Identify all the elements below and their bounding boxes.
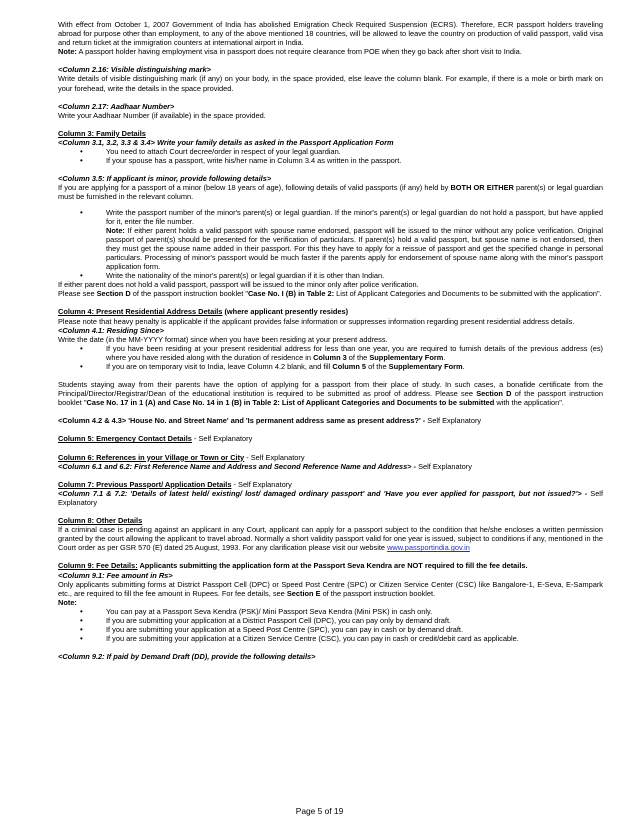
list-item: • You can pay at a Passport Seva Kendra (PSK)/ Mini Passport Seva Kendra (Mini PSK) in cash only. [106,607,603,616]
column-4-header: Column 4: Present Residential Address Details (where applicant presently resides) [58,307,349,317]
column-3-5-text: If you are applying for a passport of a minor (below 18 years of age), following details of valid passports (if any) held by BOTH OR EITHER parent(s) or legal guardian must be furnished in the relevant column. [58,183,603,202]
column-9-2-title: <Column 9.2: If paid by Demand Draft (DD), provide the following details> [58,652,316,662]
column-2-17-text: Write your Aadhaar Number (if available) in the space provided. [58,110,266,120]
column-3-list [58,147,603,165]
column-8-header: Column 8: Other Details [58,516,143,526]
column-3-5-after-2: Please see Section D of the passport instruction booklet "Case No. I (B) in Table 2: List of Applicant Categories and Documents to be submitted with the application". [58,289,602,299]
column-2-16-text: Write details of visible distinguishing mark (if any) on your body, in the space provided, else leave the column blank. For example, if there is a mole or birth mark on your forehead, write the details in the space provided. [58,74,603,93]
column-4-text: Please note that heavy penalty is applicable if the applicant provides false information or suppresses information regarding present residential address details. [58,316,575,326]
column-9-1-text: Only applicants submitting forms at District Passport Cell (DPC) or Speed Post Centre (SPC) or Citizen Service Center (CSC) like Bangalore-1, E-Seva, E-Sampark etc., are required to fill the fee amount in Rupees. For fee details, see Section E of the passport instruction booklet. [58,579,603,598]
list-item: • If your spouse has a passport, write his/her name in Column 3.4 as written in the passport. [106,156,603,165]
column-4-1-text: Write the date (in the MM-YYYY format) since when you have been residing at your present address. [58,334,388,344]
note-label: Note: [58,47,77,57]
column-3-5-list [58,208,603,281]
list-item: • If you are submitting your application at a District Passport Cell (DPC), you can pay only by demand draft. [106,616,603,625]
column-7-sub: <Column 7.1 & 7.2: 'Details of latest held/ existing/ lost/ damaged ordinary passport' and 'Have you ever applied for passport, but not issued?'> - Self Explanatory [58,488,603,507]
page-content [58,20,603,661]
list-item: • Write the nationality of the minor's parent(s) or legal guardian if it is other than Indian. [106,271,603,280]
page-footer: Page 5 of 19 [295,806,344,816]
passportindia-link[interactable]: www.passportindia.gov.in [387,543,470,553]
column-9-header: Column 9: Fee Details: Applicants submitting the application form at the Passport Seva Kendra are NOT required to fill the fee details. [58,561,528,571]
column-7: Column 7: Previous Passport/ Application Details - Self Explanatory [58,479,292,489]
column-4-2-4-3: <Column 4.2 & 4.3> 'House No. and Street Name' and 'Is permanent address same as present address?' - Self Explanatory [58,416,482,426]
column-5: Column 5: Emergency Contact Details - Self Explanatory [58,434,253,444]
column-2-16-title: <Column 2.16: Visible distinguishing mark> [58,65,211,75]
column-6-sub: <Column 6.1 and 6.2: First Reference Name and Address and Second Reference Name and Address> - Self Explanatory [58,461,472,471]
column-3-header: Column 3: Family Details [58,128,146,138]
column-3-5-after-1: If either parent does not hold a valid passport, passport will be issued to the minor only after police verification. [58,280,419,290]
column-4-1-list [58,344,603,371]
column-4-1-title: <Column 4.1: Residing Since> [58,325,164,335]
column-9-1-note: Note: [58,597,77,607]
column-9-1-title: <Column 9.1: Fee amount in Rs> [58,570,173,580]
list-item: • If you are on temporary visit to India, leave Column 4.2 blank, and fill Column 5 of the Supplementary Form. [106,362,603,371]
list-item: • If you have been residing at your present residential address for less than one year, you are required to furnish details of the previous address (es) where you have resided along with the duration of residence in Column 3 of the Supplementary Form. [106,344,603,362]
column-3-subtitle: <Column 3.1, 3.2, 3.3 & 3.4> Write your family details as asked in the Passport Application Form [58,137,394,147]
students-paragraph: Students staying away from their parents have the option of applying for a passport from their place of study. In such cases, a bonafide certificate from the Principal/Director/Registrar/Dean of the educational institution is required to be submitted as proof of address. Please see Section D of the passport instruction booklet "Case No. 17 in 1 (A) and Case No. 14 in 1 (B) in Table 2: List of Applicant Categories and Documents to be submitted with the application". [58,380,603,408]
column-3-5-title: <Column 3.5: If applicant is minor, provide following details> [58,174,272,184]
list-item: • If you are submitting your application at a Citizen Service Centre (CSC), you can pay in cash or credit/debit card as applicable. [106,634,603,643]
column-9-1-list [58,607,603,643]
column-8-text: If a criminal case is pending against an applicant in any Court, applicant can apply for a passport subject to the condition that he/she encloses a written permission granted by the court allowing the applicant to travel abroad. Normally a short validity passport valid for one year is issued, subject to conditions if any, mentioned in the Court order as per GSR 570 (E) dated 25 August, 1993. For any clarification please visit our website www.passportindia.gov.in [58,525,603,553]
list-item: • Write the passport number of the minor's parent(s) or legal guardian. If the minor's parent(s) or legal guardian do not hold a passport, but have applied for it, enter the file number. Note: If either parent holds a valid passport with spouse name endorsed, passport will be issued to the minor without any police verification. Original passport of parent(s) should be presented for the verification of particulars. If parent(s) hold a valid passport, but spouse name is not endorsed, then they must get the spouse name added in their passport. For this they have to apply for a reissue of passport and get the specified change in personal particulars. Processing of minor's passport would be much faster if the parents apply for endorsement of spouse name along with the minor's passport application form. [106,208,603,272]
ecrs-paragraph: With effect from October 1, 2007 Government of India has abolished Emigration Check Required Suspension (ECRS). Therefore, ECR passport holders traveling abroad for purpose other than employment, to any of the above mentioned 18 countries, will be allowed to leave the country on production of valid passport, valid visa and return ticket at the immigration counters at international airport in India. Note: A passport holder having employment visa in passport does not require clearance from POE when they go back after short visit to India. [58,20,603,57]
list-item: • If you are submitting your application at a Speed Post Centre (SPC), you can pay in cash or by demand draft. [106,625,603,634]
list-item: • You need to attach Court decree/order in respect of your legal guardian. [106,147,603,156]
column-2-17-title: <Column 2.17: Aadhaar Number> [58,101,175,111]
column-6: Column 6: References in your Village or Town or City - Self Explanatory [58,452,305,462]
